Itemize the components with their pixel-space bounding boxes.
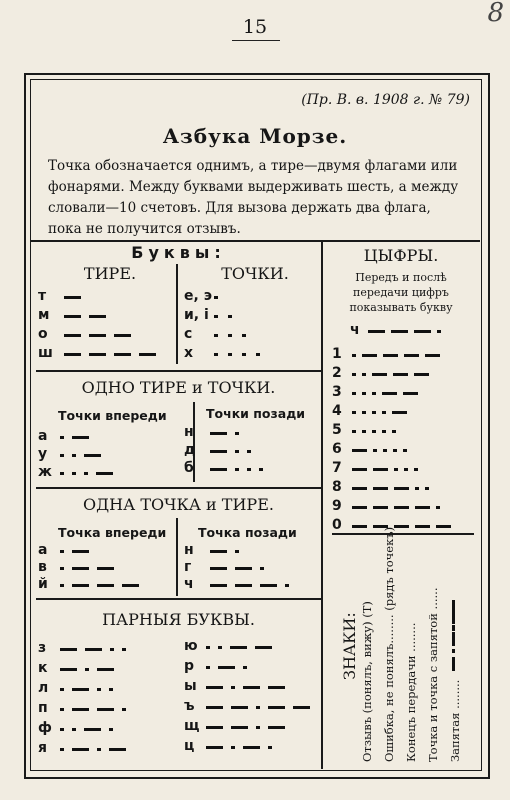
morse-dash: [268, 706, 285, 709]
morse-dot: [260, 567, 264, 570]
morse-dash: [394, 487, 409, 490]
morse-dot: [60, 728, 64, 731]
morse-dot: [60, 708, 64, 711]
letter-tochki: с: [184, 326, 193, 342]
digit: 5: [332, 422, 342, 438]
morse-dash: [372, 373, 387, 376]
dots-back-label: Точки позади: [206, 406, 306, 421]
divider: [36, 370, 321, 372]
dot-front-label: Точка впереди: [58, 525, 167, 540]
letters-header: Буквы:: [131, 243, 226, 262]
letter-pair-left: ф: [38, 720, 52, 736]
morse-dot: [122, 708, 126, 711]
digit: 3: [332, 384, 342, 400]
morse-dot: [256, 706, 260, 709]
sign-label: Точка и точка с запятой ......: [426, 587, 440, 762]
morse-dash: [114, 353, 131, 356]
morse-dash: [210, 468, 227, 471]
morse-dash: [414, 330, 431, 333]
morse-dash: [373, 506, 388, 509]
morse-dash: [235, 567, 252, 570]
letter-dots-front: ж: [38, 464, 52, 480]
intro-line: фонарями. Между буквами выдерживать шесть, а между: [48, 179, 459, 195]
morse-dash: [84, 728, 101, 731]
morse-dot: [382, 411, 386, 414]
morse-dot: [72, 728, 76, 731]
intro-line: словали—10 счетовъ. Для вызова держать два флага,: [48, 200, 431, 216]
sign-label: Отзывъ (понялъ, вижу) (Т): [360, 601, 374, 762]
digit: 8: [332, 479, 342, 495]
paired-letters-header: ПАРНЫЯ БУКВЫ.: [102, 610, 255, 629]
dashes-header: ТИРЕ.: [83, 264, 137, 283]
morse-dash: [243, 746, 260, 749]
morse-dash: [425, 354, 440, 357]
morse-dash: [114, 334, 131, 337]
sign-label: Запятая ........: [448, 679, 462, 762]
letter-dot-back: н: [184, 542, 194, 558]
morse-dash: [85, 648, 102, 651]
morse-dash: [97, 708, 114, 711]
morse-dash: [96, 472, 113, 475]
letter-pair-left: л: [38, 680, 49, 696]
morse-dash: [436, 525, 451, 528]
digit: 0: [332, 517, 342, 533]
morse-dash: [64, 353, 81, 356]
morse-dot: [247, 450, 251, 453]
dots-header: ТОЧКИ.: [221, 264, 289, 283]
morse-dash: [97, 567, 114, 570]
letter-pair-right: ъ: [184, 698, 195, 714]
morse-dot: [403, 449, 407, 452]
morse-dash: [293, 706, 310, 709]
morse-dot: [372, 430, 376, 433]
digit: 2: [332, 365, 342, 381]
morse-dot: [84, 472, 88, 475]
signs-header: ЗНАКИ:: [340, 612, 359, 680]
morse-dot: [247, 468, 251, 471]
morse-dot: [259, 468, 263, 471]
morse-dot: [235, 468, 239, 471]
morse-dash: [72, 708, 89, 711]
morse-dot: [352, 373, 356, 376]
morse-dash: [109, 748, 126, 751]
morse-dash: [122, 584, 139, 587]
letter-pair-left: п: [38, 700, 48, 716]
morse-dot: [218, 646, 222, 649]
morse-dash: [362, 354, 377, 357]
morse-dash: [231, 706, 248, 709]
letter-tire: ш: [38, 345, 53, 361]
page-number: 15: [242, 16, 268, 38]
digit: 9: [332, 498, 342, 514]
letter-pair-right: ы: [184, 678, 197, 694]
page-title: Азбука Морзе.: [162, 124, 348, 148]
order-reference: (Пр. В. в. 1908 г. № 79): [301, 92, 470, 108]
one-dash-header: ОДНО ТИРЕ и ТОЧКИ.: [81, 378, 276, 397]
morse-dash: [206, 726, 223, 729]
morse-dot: [383, 449, 387, 452]
morse-dash: [64, 315, 81, 318]
morse-dash: [210, 550, 227, 553]
morse-dot: [352, 430, 356, 433]
morse-dash: [392, 411, 407, 414]
letter-dots-back: б: [184, 460, 194, 476]
morse-dot: [452, 621, 455, 624]
dot-back-label: Точка позади: [198, 525, 297, 540]
morse-dash: [89, 353, 106, 356]
morse-dot: [231, 686, 235, 689]
morse-dash: [268, 686, 285, 689]
morse-dot: [206, 666, 210, 669]
morse-dot: [352, 392, 356, 395]
morse-dash: [415, 525, 430, 528]
letter-tochki: е, э: [184, 288, 212, 304]
morse-dot: [393, 449, 397, 452]
morse-dash: [452, 607, 455, 621]
morse-dot: [72, 472, 76, 475]
letter-tire: м: [38, 307, 50, 323]
morse-dot: [352, 411, 356, 414]
morse-dash: [255, 646, 272, 649]
digits-note: Передъ и послѣ передачи цифръ показывать букву: [349, 271, 453, 314]
morse-dash: [352, 468, 367, 471]
morse-dot: [97, 688, 101, 691]
letter-dot-front: а: [38, 542, 48, 558]
letter-dot-back: г: [184, 559, 192, 575]
divider: [30, 240, 480, 242]
morse-dot: [382, 430, 386, 433]
morse-dot: [414, 468, 418, 471]
morse-dash: [235, 584, 252, 587]
morse-dot: [72, 454, 76, 457]
page-number-underline: [232, 40, 280, 41]
intro-paragraph: [48, 156, 466, 240]
morse-dash: [394, 506, 409, 509]
morse-dot: [452, 650, 455, 653]
digit: 6: [332, 441, 342, 457]
morse-dot: [109, 688, 113, 691]
morse-dot: [285, 584, 289, 587]
intro-line: Точка обозначается однимъ, а тире—двумя флагами или: [48, 158, 458, 174]
morse-dot: [256, 353, 260, 356]
sign-label: Конецъ передачи ........: [404, 622, 418, 762]
morse-dash: [72, 436, 89, 439]
intro-line: пока не получится отзывъ.: [48, 221, 241, 237]
morse-dot: [122, 648, 126, 651]
morse-dot: [362, 430, 366, 433]
morse-dot: [452, 628, 455, 631]
morse-dash: [84, 454, 101, 457]
morse-dash: [352, 487, 367, 490]
morse-dot: [228, 315, 232, 318]
letter-dots-back: д: [184, 442, 196, 458]
letter-tire: о: [38, 326, 48, 342]
morse-dash: [206, 706, 223, 709]
morse-dot: [362, 392, 366, 395]
letter-pair-left: к: [38, 660, 48, 676]
morse-dot: [214, 315, 218, 318]
letter-pair-right: щ: [184, 718, 200, 734]
divider: [332, 533, 474, 535]
letter-tire: т: [38, 288, 47, 304]
morse-dash: [382, 392, 397, 395]
morse-dot: [235, 432, 239, 435]
morse-dash: [352, 449, 367, 452]
letter-dot-front: й: [38, 576, 48, 592]
morse-dot: [231, 746, 235, 749]
digits-header: ЦЫФРЫ.: [363, 246, 439, 265]
morse-dash: [268, 726, 285, 729]
morse-dash: [206, 686, 223, 689]
morse-dash: [206, 746, 223, 749]
letter-pair-right: р: [184, 658, 195, 674]
morse-dot: [109, 728, 113, 731]
morse-dash: [210, 584, 227, 587]
morse-dot: [362, 411, 366, 414]
morse-dot: [372, 392, 376, 395]
one-dot-header: ОДНА ТОЧКА и ТИРЕ.: [83, 495, 274, 514]
column-divider: [321, 240, 323, 769]
morse-dot: [60, 584, 64, 587]
morse-dash: [97, 584, 114, 587]
morse-dash: [368, 330, 385, 333]
morse-dot: [214, 334, 218, 337]
digit: 4: [332, 403, 342, 419]
morse-dash: [64, 296, 81, 299]
morse-dash: [352, 525, 367, 528]
morse-dot: [404, 468, 408, 471]
morse-dot: [235, 450, 239, 453]
digit: 1: [332, 346, 342, 362]
morse-dot: [372, 411, 376, 414]
morse-dash: [72, 567, 89, 570]
morse-dash: [260, 584, 277, 587]
letter-dot-back: ч: [184, 576, 194, 592]
morse-dash: [89, 315, 106, 318]
morse-dot: [214, 296, 218, 299]
letter-dot-front: в: [38, 559, 47, 575]
morse-dash: [60, 668, 77, 671]
morse-dash: [373, 468, 388, 471]
morse-dot: [214, 353, 218, 356]
morse-dot: [228, 353, 232, 356]
morse-dot: [110, 648, 114, 651]
morse-dash: [352, 506, 367, 509]
morse-dot: [452, 600, 455, 603]
morse-dot: [243, 666, 247, 669]
morse-dash: [391, 330, 408, 333]
morse-dot: [452, 625, 455, 628]
morse-dash: [72, 748, 89, 751]
morse-dot: [362, 373, 366, 376]
morse-dot: [97, 748, 101, 751]
morse-dash: [403, 392, 418, 395]
letter-pair-left: я: [38, 740, 47, 756]
morse-dash: [60, 648, 77, 651]
handwritten-page-mark: 8: [487, 0, 504, 28]
letter-pair-left: з: [38, 640, 47, 656]
morse-dot: [437, 330, 441, 333]
letter-tochki: х: [184, 345, 194, 361]
morse-dash: [218, 666, 235, 669]
morse-dot: [415, 487, 419, 490]
morse-dot: [206, 646, 210, 649]
morse-dash: [72, 584, 89, 587]
morse-dash: [231, 726, 248, 729]
morse-dot: [394, 468, 398, 471]
morse-dash: [452, 657, 455, 671]
morse-dot: [60, 567, 64, 570]
morse-dot: [392, 430, 396, 433]
morse-dash: [97, 668, 114, 671]
divider: [36, 487, 321, 489]
morse-dash: [210, 567, 227, 570]
morse-dot: [242, 353, 246, 356]
morse-dot: [60, 454, 64, 457]
morse-dash: [415, 506, 430, 509]
morse-dot: [436, 506, 440, 509]
morse-dash: [72, 550, 89, 553]
digits-prefix-letter: ч: [350, 322, 360, 338]
morse-dot: [352, 354, 356, 357]
letter-dots-back: н: [184, 424, 194, 440]
morse-dot: [268, 746, 272, 749]
morse-dot: [235, 550, 239, 553]
morse-dash: [373, 487, 388, 490]
morse-dash: [72, 688, 89, 691]
morse-dash: [452, 632, 455, 646]
letter-dots-front: а: [38, 428, 48, 444]
column-divider: [176, 518, 178, 596]
morse-dash: [230, 646, 247, 649]
letter-pair-right: ц: [184, 738, 195, 754]
letter-pair-right: ю: [184, 638, 198, 654]
morse-dot: [228, 334, 232, 337]
sign-label: Ошибка, не понялъ........ (рядъ точекъ): [382, 526, 396, 762]
morse-dash: [393, 373, 408, 376]
morse-dot: [85, 668, 89, 671]
letter-dots-front: у: [38, 446, 48, 462]
divider: [36, 598, 321, 600]
morse-dot: [60, 472, 64, 475]
morse-dash: [64, 334, 81, 337]
morse-dash: [243, 686, 260, 689]
morse-dash: [383, 354, 398, 357]
column-divider: [176, 264, 178, 364]
morse-dash: [89, 334, 106, 337]
morse-dash: [394, 525, 409, 528]
dots-front-label: Точки впереди: [58, 408, 167, 423]
morse-dot: [60, 688, 64, 691]
morse-dash: [139, 353, 156, 356]
morse-dot: [60, 436, 64, 439]
morse-dash: [210, 450, 227, 453]
morse-dot: [373, 449, 377, 452]
morse-dot: [425, 487, 429, 490]
morse-dash: [404, 354, 419, 357]
morse-dash: [414, 373, 429, 376]
morse-dot: [60, 748, 64, 751]
morse-dot: [242, 334, 246, 337]
morse-dot: [256, 726, 260, 729]
morse-dot: [60, 550, 64, 553]
letter-tochki: и, і: [184, 307, 209, 323]
digit: 7: [332, 460, 342, 476]
morse-dash: [210, 432, 227, 435]
